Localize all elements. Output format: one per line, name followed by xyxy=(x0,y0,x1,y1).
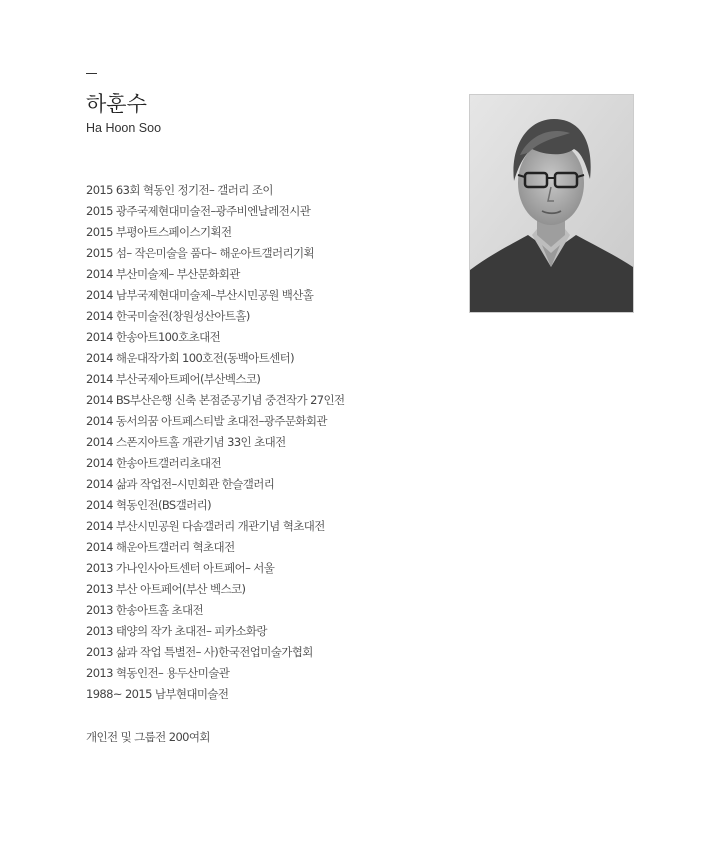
career-item: 2014 해운아트갤러리 혁초대전 xyxy=(86,540,235,554)
career-item: 2015 63회 혁동인 정기전– 갤러리 조이 xyxy=(86,183,273,197)
career-item: 2014 스폰지아트홀 개관기념 33인 초대전 xyxy=(86,435,286,449)
career-list xyxy=(86,180,345,705)
career-item: 2015 부평아트스페이스기획전 xyxy=(86,225,232,239)
career-item: 2013 혁동인전– 용두산미술관 xyxy=(86,666,230,680)
career-item: 2014 삶과 작업전–시민회관 한슬갤러리 xyxy=(86,477,275,491)
career-item: 2013 부산 아트페어(부산 벡스코) xyxy=(86,582,246,596)
career-item: 2013 한송아트홀 초대전 xyxy=(86,603,204,617)
career-item: 2014 부산미술제– 부산문화회관 xyxy=(86,267,240,281)
career-item: 2014 부산시민공원 다솜갤러리 개관기념 혁초대전 xyxy=(86,519,325,533)
career-item: 2014 해운대작가회 100호전(동백아트센터) xyxy=(86,351,295,365)
career-item: 2014 혁동인전(BS갤러리) xyxy=(86,498,212,512)
career-item: 2014 동서의꿈 아트페스티발 초대전–광주문화회관 xyxy=(86,414,327,428)
artist-portrait-photo xyxy=(469,94,634,313)
title-accent-dash xyxy=(86,73,97,74)
career-item: 2015 광주국제현대미술전–광주비엔날레전시관 xyxy=(86,204,311,218)
career-item: 2013 태양의 작가 초대전– 피카소화랑 xyxy=(86,624,267,638)
career-item: 2014 한송아트100호초대전 xyxy=(86,330,221,344)
career-item: 1988~ 2015 남부현대미술전 xyxy=(86,687,229,701)
artist-name-korean: 하훈수 xyxy=(86,92,147,116)
exhibition-summary: 개인전 및 그룹전 200여회 xyxy=(86,730,210,744)
career-item: 2013 가나인사아트센터 아트페어– 서울 xyxy=(86,561,275,575)
career-item: 2014 한송아트갤러리초대전 xyxy=(86,456,222,470)
career-item: 2014 남부국제현대미술제–부산시민공원 백산홀 xyxy=(86,288,314,302)
career-item: 2013 삶과 작업 특별전– 사)한국전업미술가협회 xyxy=(86,645,313,659)
career-item: 2014 한국미술전(창원성산아트홀) xyxy=(86,309,250,323)
artist-name-english: Ha Hoon Soo xyxy=(86,121,162,135)
portrait-illustration xyxy=(470,95,633,312)
career-item: 2015 섬– 작은미술을 품다– 해운아트갤러리기획 xyxy=(86,246,315,260)
career-item: 2014 부산국제아트페어(부산벡스코) xyxy=(86,372,261,386)
career-item: 2014 BS부산은행 신축 본점준공기념 중견작가 27인전 xyxy=(86,393,345,407)
